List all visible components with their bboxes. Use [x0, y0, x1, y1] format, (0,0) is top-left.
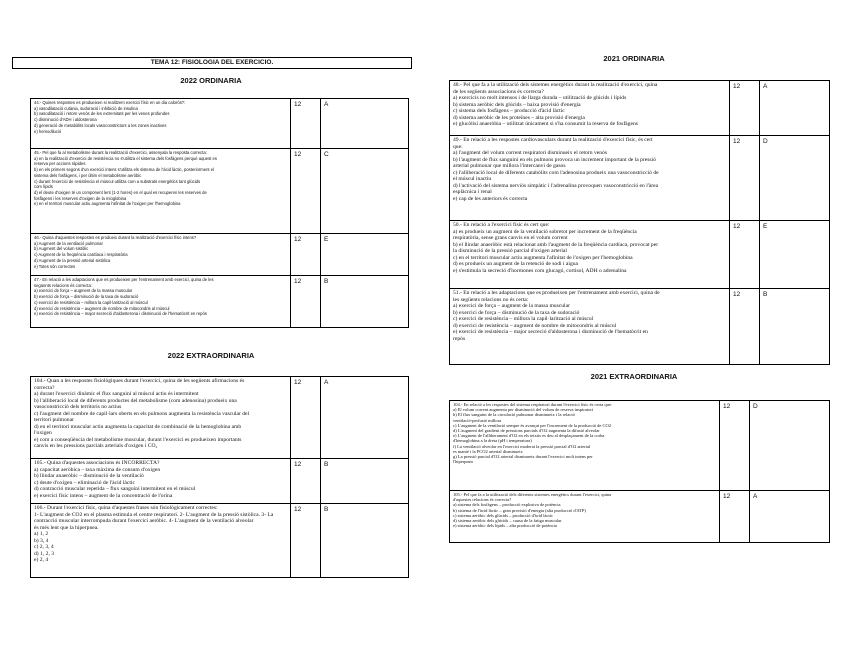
question-line: b) el llindar anaeròbic està relacionat amb l'augment de la freqüència cardíaca, provocat per [453, 241, 659, 248]
question-line: c) durant l'exercici de resistència el múscul utilitza com a substrats energètics tant glúcids [34, 178, 201, 184]
question-line: següents relacions és correcta: [34, 282, 92, 288]
question-line: c) exercici de resistència – millora la capil·larització al múscul [34, 299, 148, 305]
question-line: d) 1, 2, 3 [34, 550, 55, 557]
answer-letter: B [760, 289, 830, 365]
question-line: 50.- En relació a l'exercici físic és cert que: [453, 222, 550, 228]
question-line: e) exercici de resistència – major secreció d'aldosterona i disminució de l'hematòcrit en repòs [34, 311, 207, 317]
answer-letter: B [321, 504, 409, 578]
question-line: correcta? [34, 384, 55, 391]
question-line: que: [453, 143, 463, 150]
question-line: b) llindar anaeròbic – disminució de la ventilació [34, 473, 144, 479]
question-line: d) es produeix un augment de la retenció de sodi i aigua [453, 261, 579, 267]
question-line: e) cap de les anteriors és correcta [453, 195, 528, 202]
topic-number: 12 [720, 491, 750, 543]
topic-number: 12 [291, 459, 321, 504]
answer-letter: A [321, 99, 409, 149]
question-line: b) exercici de força – disminució de la taxa de sudoració [453, 309, 580, 316]
question-line: a) es produeix un augment de la ventilació sobretot per increment de la freqüència [453, 228, 637, 235]
question-line: és més lent que la hiperpnea. [34, 524, 99, 531]
question-text [31, 234, 291, 276]
question-line: fosfàgens i les reserves d'oxigen de la mioglobina [34, 195, 127, 201]
question-line: a) capacitat aeròbica – taxa màxima de consum d'oxigen [34, 466, 161, 473]
section-2021-ordinaria: 2021 ORDINARIA [603, 54, 665, 63]
question-line: b) sistema aeròbic dels glúcids – baixa provisió d'energia [453, 101, 581, 108]
question-line: b) sistema de l'àcid làctic – gran provisió d'energia (alta producció d'ATP) [453, 507, 586, 513]
question-row [31, 234, 409, 276]
question-row [31, 99, 409, 149]
question-line: respiratòria, sense grans canvis en el volum corrent [453, 235, 568, 241]
question-line: c) deute d'oxigen – eliminació de l'àcid làctic [34, 479, 135, 486]
answer-letter: A [321, 377, 409, 459]
question-row [450, 136, 830, 221]
question-line: contracció muscular interrompuda durant l'exercici aeròbic. 4- L'augment de la ventilació alveolar [34, 518, 254, 524]
answer-letter: A [750, 491, 830, 543]
question-line: sistema dels fosfàgens, i per últim el metabolisme aeròbic [34, 172, 142, 178]
question-line: 106.- Durant l'exercici físic, quina d'aquestes frases són fisiològicament correctes: [34, 505, 218, 511]
question-line: l'hiperpnea [453, 459, 473, 465]
question-text [450, 401, 720, 491]
question-row [31, 459, 409, 504]
question-line: 49.- En relació a les respostes cardiovasculars durant la realització d'exercici físic, és cert [453, 137, 653, 143]
question-line: 47.- En relació a les adaptacions que es produeixen per l'entrenament amb exercici, quina de les [34, 277, 214, 282]
topic-number: 12 [291, 276, 321, 328]
question-line: e) L'augment de l'alliberament d'O2 en els teixits es deu al desplaçament de la corba [453, 433, 605, 439]
question-line: d) L'augment del gradient de pressions parcials d'O2 augmenta la difusió alveolar [453, 428, 600, 434]
question-line: 44.- Quines respostes es produeixen si realitzem exercici físic en un dia calorós?: [34, 100, 186, 105]
question-line: de les següents associacions és correcta? [453, 88, 544, 95]
answer-letter: E [321, 234, 409, 276]
question-line: a) Augment de la ventilació pulmonar [34, 240, 103, 246]
question-line: esplàcnica i renal [453, 189, 492, 195]
question-line: a) durant l'exercici dinàmic el flux sanguini al múscul actiu és intermitent [34, 391, 199, 397]
question-line: e) en el territori muscular actiu augmenta l'afinitat de l'oxigen per l'hemoglobina [34, 201, 181, 207]
question-line: vasoconstricció dels territoris no actius [34, 404, 122, 410]
question-line: b) vasodilatació i retorn venós de les extremitats per les venes profundes [34, 111, 170, 117]
question-line: c) disminució d'ADH i aldosterona [34, 117, 97, 123]
topic-number: 12 [291, 377, 321, 459]
topic-number: 12 [730, 221, 760, 289]
question-line: a) vasodilatació cutània, sudoració i inhibició de insulina [34, 105, 138, 111]
answer-letter: D [760, 136, 830, 221]
question-row [450, 491, 830, 543]
question-line: c) exercici de resistència – millora la capil·larització al múscul [453, 316, 594, 322]
question-line: reserva per accions ràpides [34, 161, 86, 167]
question-line: b) l'augment de flux sanguini en els pulmons provoca un increment important de la pressió [453, 156, 656, 163]
question-line: e) 2, 4 [34, 557, 49, 563]
question-row [31, 149, 409, 234]
answer-letter: B [321, 276, 409, 328]
question-line: les següents relacions no és certa: [453, 296, 529, 303]
question-row [450, 81, 830, 136]
question-line: 45.- Pel que fa al metabolisme durant la realització d'exercici, assenyala la resposta correcta: [34, 150, 207, 155]
question-line: 51.- En relació a les adaptacions que es produeixen per l'entrenament amb exercici, quina de [453, 290, 660, 296]
topic-number: 12 [291, 504, 321, 578]
topic-number: 12 [291, 99, 321, 149]
question-line: b) 3, 4 [34, 537, 49, 544]
question-line: b) El flux sanguini de la circulació pulmonar disminueix i la relació [453, 412, 575, 418]
question-line: a) exercici de força – augment de la massa muscular [34, 288, 133, 294]
answer-letter: E [760, 221, 830, 289]
questions-2021-ordinaria [449, 80, 830, 365]
question-line: a) en la realització d'exercici de resistència no s'utilitza el sistema dels fosfàgens perquè aquest es [34, 155, 217, 161]
question-line: territori pulmonar [34, 417, 74, 423]
question-line: d) l'activació del sistema nerviós simpàtic i l'adrenalina provoquen vasoconstricció en l'àrea [453, 182, 659, 189]
question-row [31, 504, 409, 578]
question-line: c) en el territori muscular actiu augmenta l'afinitat de l'oxigen per l'hemoglobina [453, 254, 633, 261]
question-line: e) hemodilució [34, 128, 62, 134]
question-row [450, 289, 830, 365]
question-row [450, 401, 830, 491]
question-text [31, 99, 291, 149]
answer-letter: B [321, 459, 409, 504]
question-line: 105.- Pel que fa a la utilització dels diferents sistemes energètics durant l'exercici, quina [453, 492, 612, 497]
question-text [450, 136, 730, 221]
topic-number: 12 [730, 289, 760, 365]
question-line: d) sistema aeròbic de les proteïnes – alta provisió d'energia [453, 114, 585, 121]
question-line: b) exercici de força – disminució de la taxa de sudoració [34, 294, 139, 300]
question-line: a) sistema dels fosfàgens – producció explosiva de potència [453, 502, 561, 508]
topic-number: 12 [720, 401, 750, 491]
question-line: e) glucòlisi anaeròbia – utilitzat únicament si s'ha consumit la reserva de fosfàgens [453, 121, 638, 127]
question-row [31, 276, 409, 328]
section-2021-extraordinaria: 2021 EXTRAORDINARIA [590, 372, 678, 381]
question-line: d) en el territori muscular actiu augmenta la capacitat de combinació de la hemoglobina amb [34, 423, 242, 430]
question-line: d) generació de metabòlits locals vasoconstrictors a les zones inactives [34, 122, 167, 128]
question-text [31, 504, 291, 578]
question-text [31, 149, 291, 234]
topic-number: 12 [730, 81, 760, 136]
question-line: c) L'augment de la ventilació sempre és avançat per l'increment de la producció de CO2 [453, 422, 612, 428]
question-line: e) exercici de resistència – major secreció d'aldosterona i disminució de l'hematòcrit en [453, 329, 648, 335]
question-line: 1- L'augment de CO2 en el plasma estimula el centre respiratori. 2- L'augment de la pressió sistòlica. 3- La [34, 511, 274, 518]
question-line: 104.- En relació a les respostes del sistema respiratori durant l'exercici físic és certa que: [453, 402, 613, 407]
question-line: b) Augment del volum sistòlic [34, 246, 89, 252]
answer-letter: D [750, 401, 830, 491]
question-line: a) exercici de força – augment de la massa muscular [453, 303, 570, 309]
question-line: c) l'alliberació local de diferents catabòlits com l'adenosina produeix una vasoconstricció de [453, 169, 659, 176]
question-line: e) sistema aeròbic dels lípids – alta producció de potència [453, 523, 557, 529]
question-line: d) sistema aeròbic dels glúcids – causa de la fatiga muscular [453, 518, 562, 524]
question-line: a) El volum corrent augmenta per disminució del volum de reserva inspiratori [453, 407, 594, 413]
question-line: la disminució de la pressió parcial d'oxigen arterial [453, 248, 567, 254]
right-page [424, 0, 848, 655]
question-text [450, 289, 730, 365]
question-line: c) 2, 3, 4 [34, 544, 54, 550]
question-line: a) 1, 2 [34, 531, 49, 537]
question-line: 46.- Quina d'aquestes respostes es produeix durant la realització d'exercici físic intens? [34, 235, 197, 240]
question-line: 48.- Pel que fa a la utilització dels sistemes energètics durant la realització d'exercici, quina [453, 82, 658, 88]
topic-number: 12 [291, 149, 321, 234]
topic-number: 12 [291, 234, 321, 276]
question-line: canvis en les pressions parcials arterials d'oxigen i CO₂ [34, 443, 158, 449]
question-line: d) exercici de resistència – augment de nombre de mitocondris al múscul [34, 305, 170, 311]
question-line: ventilació-perfusió millora [453, 417, 502, 423]
question-row [450, 221, 830, 289]
question-line: repòs [453, 335, 466, 342]
answer-letter: C [321, 149, 409, 234]
question-line: e) Totes són correctes [34, 263, 76, 269]
question-line: l'oxigen [34, 430, 52, 436]
question-line: d'hemoglobina a la dreta (pH i temperatura) [453, 438, 532, 444]
question-line: a) exercicis no molt intensos i de llarga durada – utilització de glúcids i lípids [453, 95, 627, 101]
questions-2022-extraordinaria [30, 376, 409, 578]
question-line: es manté i la PCO2 arterial disminueix [453, 448, 523, 454]
question-line: arterial pulmonar que millora l'intercanvi de gasos [453, 163, 566, 169]
questions-2022-ordinaria [30, 98, 409, 328]
question-line: com lípids [34, 184, 53, 190]
question-line: b) en els primers segons d'un exercici intens s'utilitza els sistema de l'àcid làctic, posteriorment el [34, 167, 214, 173]
question-row [31, 377, 409, 459]
question-line: c) l'augment del nombre de capil·lars oberts en els pulmons augmenta la resistència vascular del [34, 410, 250, 417]
section-2022-extraordinaria: 2022 EXTRAORDINARIA [167, 351, 255, 360]
question-line: a) l'augment del volum corrent respiratori disminueix el retorn venós [453, 150, 608, 156]
question-line: b) l'alliberació local de diferents productes del metabolisme (com adenosina) produeix una [34, 397, 237, 404]
question-text [450, 491, 720, 543]
question-line: c) sistema aeròbic dels glúcids – producció d'àcid làctic [453, 512, 554, 518]
question-line: e) exercici físic intens – augment de la concentració de l'orina [34, 492, 173, 499]
question-line: f) La ventilació alveolar en l'exercici moderat la pressió parcial d'O2 arterial [453, 443, 591, 449]
question-line: d) exercici de resistència – augment de nombre de mitocondris al múscul [453, 322, 617, 329]
question-line: c) sistema dels fosfàgens – producció d'àcid làctic [453, 108, 565, 114]
question-line: e) s'estimula la secreció d'hormones com glucagó, cortisol, ADH o adrenalina [453, 267, 627, 274]
topic-number: 12 [730, 136, 760, 221]
question-line: 105.- Quina d'aquestes associacions és INCORRECTA? [34, 460, 160, 466]
question-text [450, 221, 730, 289]
questions-2021-extraordinaria [449, 400, 830, 543]
answer-letter: A [760, 81, 830, 136]
question-text [31, 377, 291, 459]
question-line: g) La pressió parcial d'O2 arterial disminueix durant l'exercici molt intens per [453, 454, 593, 460]
question-text [31, 276, 291, 328]
question-text [450, 81, 730, 136]
question-line: e) com a conseqüència del metabolisme muscular, durant l'exercici es produeixen importants [34, 436, 242, 443]
question-line: c) Augment de la freqüència cardíaca i respiratòria [34, 252, 128, 258]
question-line: d) Augment de la pressió arterial sistòlica [34, 257, 111, 263]
question-line: d'aquestes relacions és correcta? [453, 497, 512, 503]
question-text [31, 459, 291, 504]
question-line: d) contracció muscular repetida – flux sanguini intermitent en el múscul [34, 486, 196, 492]
question-line: d) el deute d'oxigen té un component lent (1-2 hores) en el qual es recuperen les reserves de [34, 189, 207, 195]
question-line: el múscul inactiu [453, 176, 492, 182]
section-2022-ordinaria: 2022 ORDINARIA [180, 76, 242, 85]
tema-title: TEMA 12: FISIOLOGIA DEL EXERCICIO. [12, 57, 412, 69]
question-line: 104.- Quan a les respostes fisiològiques durant l'exercici, quina de les següents afirmacions és [34, 378, 245, 384]
